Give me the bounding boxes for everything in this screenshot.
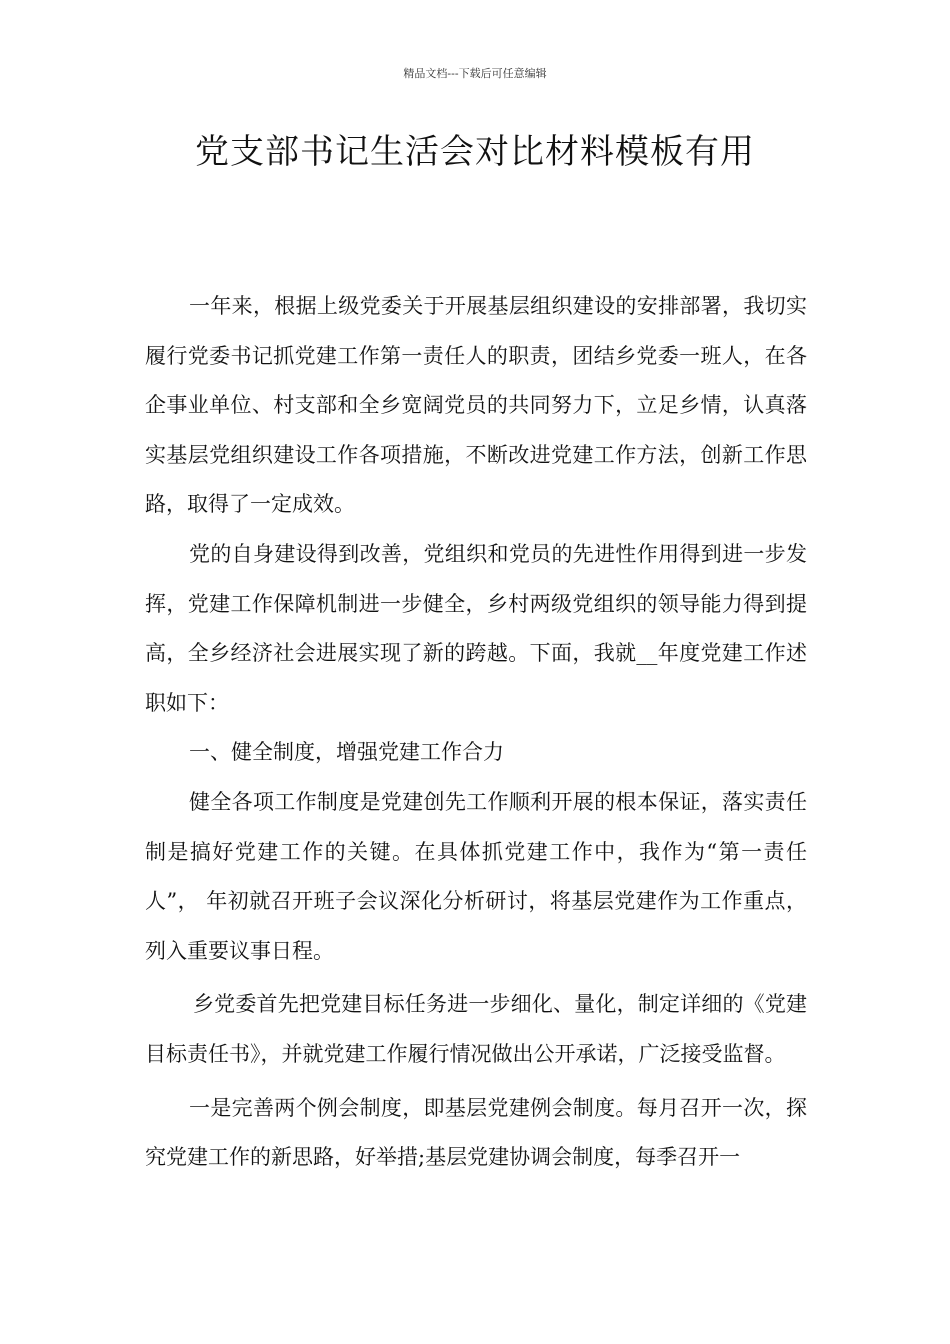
header-note: 精品文档---下载后可任意编辑 bbox=[403, 67, 547, 80]
paragraph: 党的自身建设得到改善，党组织和党员的先进性作用得到进一步发挥，党建工作保障机制进一步健全，乡村两级党组织的领导能力得到提高，全乡经济社会进展实现了新的跨越。下面，我就__年度党建工作述职如下： bbox=[145, 541, 807, 715]
section-heading: 一、健全制度，增强党建工作合力 bbox=[189, 740, 504, 765]
document-title: 党支部书记生活会对比材料模板有用 bbox=[195, 132, 755, 172]
paragraph: 一年来，根据上级党委关于开展基层组织建设的安排部署，我切实履行党委书记抓党建工作第一责任人的职责，团结乡党委一班人，在各企事业单位、村支部和全乡宽阔党员的共同努力下，立足乡情，认真落实基层党组织建设工作各项措施，不断改进党建工作方法，创新工作思路，取得了一定成效。 bbox=[145, 294, 807, 517]
document-body bbox=[145, 282, 807, 1183]
paragraph: 乡党委首先把党建目标任务进一步细化、量化，制定详细的《党建目标责任书》，并就党建工作履行情况做出公开承诺，广泛接受监督。 bbox=[145, 992, 807, 1066]
paragraph: 健全各项工作制度是党建创先工作顺利开展的根本保证，落实责任制是搞好党建工作的关键。在具体抓党建工作中，我作为“第一责任人”， 年初就召开班子会议深化分析研讨，将基层党建作为工作重点，列入重要议事日程。 bbox=[145, 789, 807, 963]
paragraph: 一是完善两个例会制度，即基层党建例会制度。每月召开一次，探究党建工作的新思路，好举措;基层党建协调会制度，每季召开一 bbox=[145, 1095, 807, 1170]
